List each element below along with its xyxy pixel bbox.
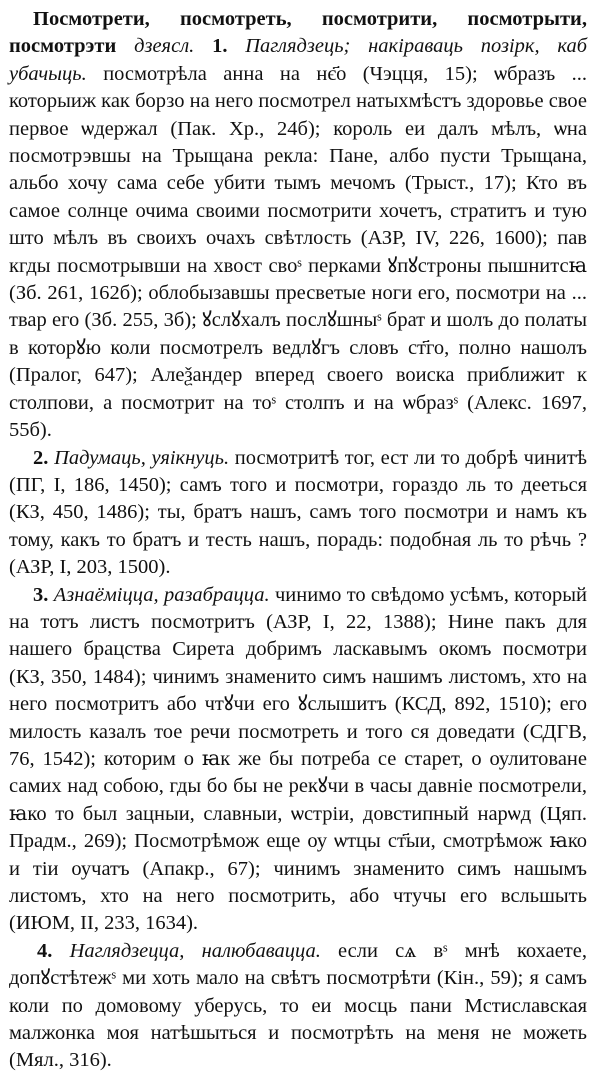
entry-sense-1 [9,6,587,445]
headword: Посмотрети, посмотреть, посмотрити, посмотрыти, посмотрэти [9,8,587,58]
sense-definition: Наглядзецца, налюбавацца. [69,939,321,962]
sense-definition: Паглядзець; накіраваць позірк, каб убачыць. [9,35,588,85]
sense-definition: Азнаёміцца, разабрацца. [53,583,270,606]
grammar-label: дзеясл. [134,35,195,58]
sense-citations: посмотрѣла анна на нє҃о (Чэцця, 15); ѡбразъ ... которыиж как борзо на него посмотрел натыхмѣстъ здоровье свое первое ѡдержал (Пак. Хр., 24б); король еи далъ мѣлъ, ѡна посмотрэвшы на Трыщана рекла: Пане, албо пусти Трыщана, альбо хочу сама себе убити тымъ мечомъ (Трыст., 17); Кто въ самое солнце очима своими посмотрити хочетъ, стратитъ и тую што мѣлъ въ своихъ очахъ свѣтлость (АЗР, IV, 226, 1600); пав кгды посмотрывши на хвост своˢ перками ꙋпꙋстроны пышнитсꙗ (Зб. 261, 162б); облобызавшы пресветые ноги его, посмотри на ... твар его (Зб. 255, 3б); ꙋслꙋхалъ послꙋшныˢ брат и шолъ до полаты в которꙋю коли посмотрелъ ведлꙋгъ словъ ст҃го, полно нашолъ (Пралог, 647); Алеѯандер вперед своего воиска приближит к столпови, а посмотрит на тоˢ столпъ и на ѡбразˢ (Алекс. 1697, 55б). [9,62,587,442]
entry-sense-2 [9,445,587,582]
entry-sense-3 [9,582,587,938]
sense-number: 3. [33,583,49,606]
sense-citations: чинимо то свѣдомо усѣмъ, который на тотъ листъ посмотритъ (АЗР, I, 22, 1388); Нине пакъ для нашего брацства Сирета добримъ ласкавымъ окомъ посмотри (КЗ, 350, 1484); чинимъ знаменито симъ нашимъ листомъ, хто на него посмотритъ або чтꙋчи его ꙋслышитъ (КСД, 892, 1510); его милость казалъ тое речи посмотреть и того ся доведати (СДГВ, 76, 1542); которим о ꙗк же бы потреба се старет, о оулитоване самих над собою, гды бо бы не рекꙋчи в часы давніе посмотрели, ꙗко то был зацныи, славныи, ѡстріи, довстипный нарѡд (Цяп. Прадм., 269); Посмотрѣмож еще оу ѡтцы ст҃ыи, смотрѣмож ꙗко и тіи оучатъ (Апакр., 67); чинимъ знаменито симъ нашымъ листомъ, хто на него посмотрить, або чтучы его всльшыть (ИЮМ, II, 233, 1634). [9,583,587,935]
sense-number: 1. [212,35,228,58]
sense-number: 2. [33,446,49,469]
sense-definition: Падумаць, уяікнуць. [54,446,230,469]
entry-sense-4 [9,938,587,1075]
sense-number: 4. [37,939,53,962]
sense-citations: если сѧ вˢ мнѣ кохаете, допꙋстѣтежˢ ми хоть мало на свѣтъ посмотрѣти (Кін., 59); я самъ коли по домовому уберусь, то еи мосць пани Мстиславская малжонка моя натѣшыться и посмотрѣть на меня не можеть (Мял., 316). [9,939,587,1072]
sense-citations: посмотритѣ тог, ест ли то добрѣ чинитѣ (ПГ, I, 186, 1450); самъ того и посмотри, гораздо ль то дееться (КЗ, 450, 1486); ты, братъ нашъ, самъ того посмотри и намъ къ тому, какъ то братъ и тесть нашъ, порадь: подобная ль то рѣчь ? (АЗР, I, 203, 1500). [9,446,587,579]
